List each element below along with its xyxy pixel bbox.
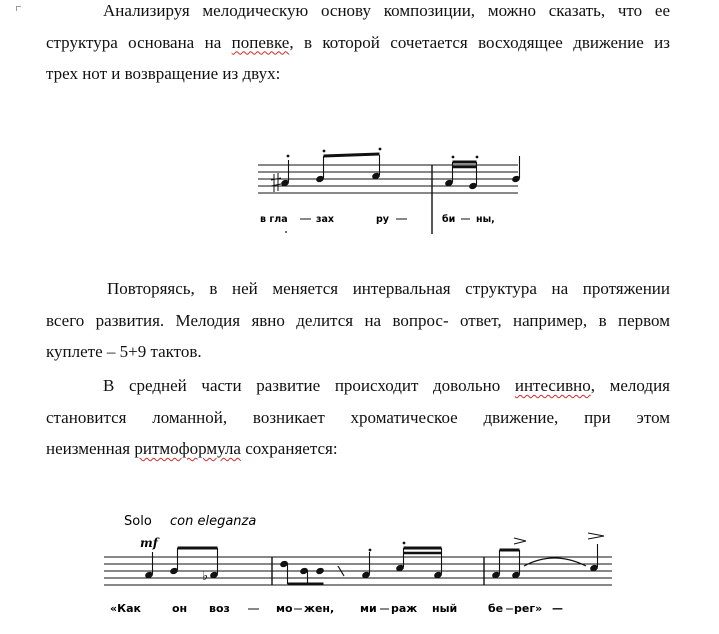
- dynamic-marking: mf: [140, 536, 158, 550]
- lyric-syllable: раж: [391, 602, 418, 615]
- paragraph1-line1: Анализируя мелодическую основу композиции, можно сказать, что ее: [103, 1, 670, 20]
- lyric-syllable: ру: [376, 214, 389, 225]
- lyric-syllable: зах: [316, 214, 335, 225]
- lyric-syllable: рег»: [514, 602, 543, 615]
- text-run: неизменная: [46, 439, 135, 458]
- paragraph-melodic-basis: [46, 0, 670, 90]
- spellcheck-flagged-word[interactable]: ритмоформула: [134, 439, 241, 458]
- accent-mark: [588, 533, 604, 539]
- lyric-syllable: жен,: [304, 602, 335, 615]
- tempo-solo: Solo: [124, 514, 152, 529]
- text-boundary-mark: [16, 6, 21, 11]
- spellcheck-flagged-word[interactable]: попевке: [231, 32, 290, 52]
- text-run: , в которой сочетается восходящее движение из: [289, 32, 670, 52]
- paragraph1-line3: трех нот и возвращение из двух:: [46, 64, 281, 83]
- tempo-marking: con eleganza: [170, 514, 257, 529]
- lyric-syllable: мо: [276, 602, 293, 615]
- lyric-syllable: бе: [488, 602, 504, 615]
- paragraph2-line1: Повторяясь, в ней меняется интервальная структура на протяжении: [107, 279, 670, 298]
- lyric-syllable: он: [172, 602, 188, 615]
- lyric-syllable: воз: [209, 602, 230, 615]
- spellcheck-flagged-word[interactable]: интесивно: [514, 376, 591, 395]
- paragraph1-line2: [46, 27, 670, 59]
- paragraph3-line2: становится ломанной, возникает хроматическое движение, при этом: [46, 407, 670, 427]
- lyric-syllable: би: [442, 214, 456, 225]
- paragraph3-line3: [46, 433, 670, 465]
- music-example-1: [258, 146, 522, 238]
- paragraph2-line3: куплете – 5+9 тактов.: [46, 342, 202, 361]
- text-run: В средней части развитие происходит довольно: [103, 376, 515, 395]
- flat-accidental: ♭: [202, 569, 209, 584]
- music-example-2: [104, 506, 614, 630]
- paragraph-middle-section: [46, 370, 670, 465]
- text-run: , мелодия: [590, 376, 670, 395]
- lyric-syllable: ми: [360, 602, 377, 615]
- text-run: структура основана на: [46, 32, 232, 52]
- lyric-syllable: «Как: [110, 602, 141, 615]
- paragraph-interval-structure: [46, 273, 670, 368]
- paragraph2-line2: всего развития. Мелодия явно делится на вопрос- ответ, например, в первом: [46, 310, 670, 330]
- slur: [524, 558, 586, 566]
- sharp-accidental: [271, 173, 281, 192]
- text-run: сохраняется:: [240, 439, 338, 458]
- beam: [324, 154, 380, 156]
- lyric-syllable: —: [552, 602, 563, 615]
- paragraph3-line1: [46, 370, 670, 402]
- lyric-syllable: ный: [432, 602, 458, 615]
- lyric-syllable: в гла: [260, 214, 288, 225]
- note-head: [315, 567, 325, 575]
- lyric-syllable: ны,: [476, 214, 495, 225]
- accent-mark: [514, 538, 526, 544]
